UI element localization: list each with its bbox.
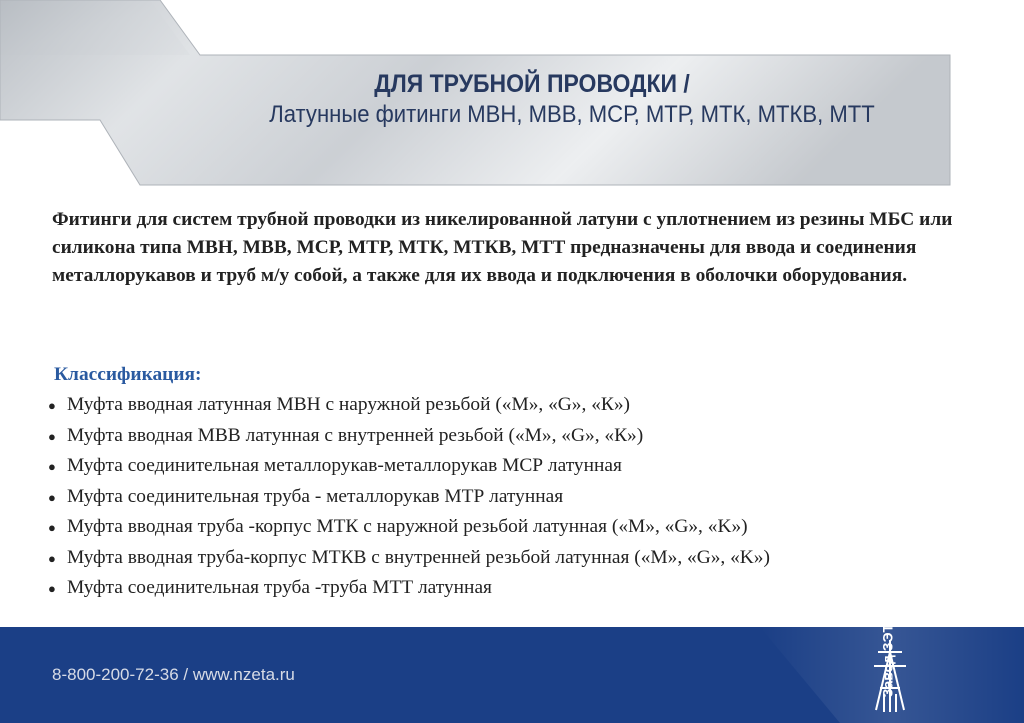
contact-info: 8-800-200-72-36 / www.nzeta.ru bbox=[52, 665, 295, 684]
bullet-icon: ● bbox=[48, 581, 56, 596]
list-item bbox=[48, 390, 1008, 421]
bullet-icon: ● bbox=[48, 489, 56, 505]
list-item-text: Муфта соединительная труба -труба МТТ латунная bbox=[67, 577, 492, 598]
classification-list bbox=[48, 390, 1008, 604]
list-item-text: Муфта соединительная труба - металлорукав МТР латунная bbox=[67, 485, 564, 507]
list-item-text: Муфта вводная труба -корпус МТК с наружной резьбой латунная («М», «G», «K») bbox=[67, 516, 748, 537]
list-item-text: Муфта вводная МВВ латунная с внутренней резьбой («М», «G», «К») bbox=[67, 424, 644, 446]
list-item bbox=[48, 451, 1008, 482]
list-item bbox=[48, 573, 1008, 604]
company-logo-text: Завод ЗЭТА bbox=[879, 614, 896, 698]
list-item bbox=[48, 421, 1008, 452]
bullet-icon: ● bbox=[48, 550, 56, 566]
list-item bbox=[48, 543, 1008, 574]
intro-paragraph: Фитинги для систем трубной проводки из никелированной латуни с уплотнением из резины МБС или силикона типа МВН, МВВ, МСР, МТР, МТК, МТКВ, МТТ предназначены для ввода и соединения металлорукавов и труб м/у собой, а также для их ввода и подключения в оболочки оборудования. bbox=[52, 209, 953, 286]
list-item-text: Муфта соединительная металлорукав-металлорукав МСР латунная bbox=[67, 455, 622, 476]
title-block bbox=[0, 70, 1024, 129]
list-item bbox=[48, 512, 1008, 543]
bullet-icon: ● bbox=[48, 428, 56, 444]
classification-heading: Классификация: bbox=[54, 364, 202, 385]
bullet-icon: ● bbox=[48, 459, 56, 474]
list-item bbox=[48, 482, 1008, 513]
bullet-icon: ● bbox=[48, 520, 56, 535]
list-item-text: Муфта вводная латунная МВН с наружной резьбой («М», «G», «К») bbox=[67, 394, 630, 415]
classification-section bbox=[48, 362, 1008, 604]
page-title: ДЛЯ ТРУБНОЙ ПРОВОДКИ / bbox=[374, 70, 690, 98]
bullet-icon: ● bbox=[48, 398, 56, 413]
page-subtitle: Латунные фитинги МВН, МВВ, МСР, МТР, МТК, МТКВ, МТТ bbox=[269, 101, 875, 128]
list-item-text: Муфта вводная труба-корпус МТКВ с внутренней резьбой латунная («М», «G», «K») bbox=[67, 546, 770, 568]
